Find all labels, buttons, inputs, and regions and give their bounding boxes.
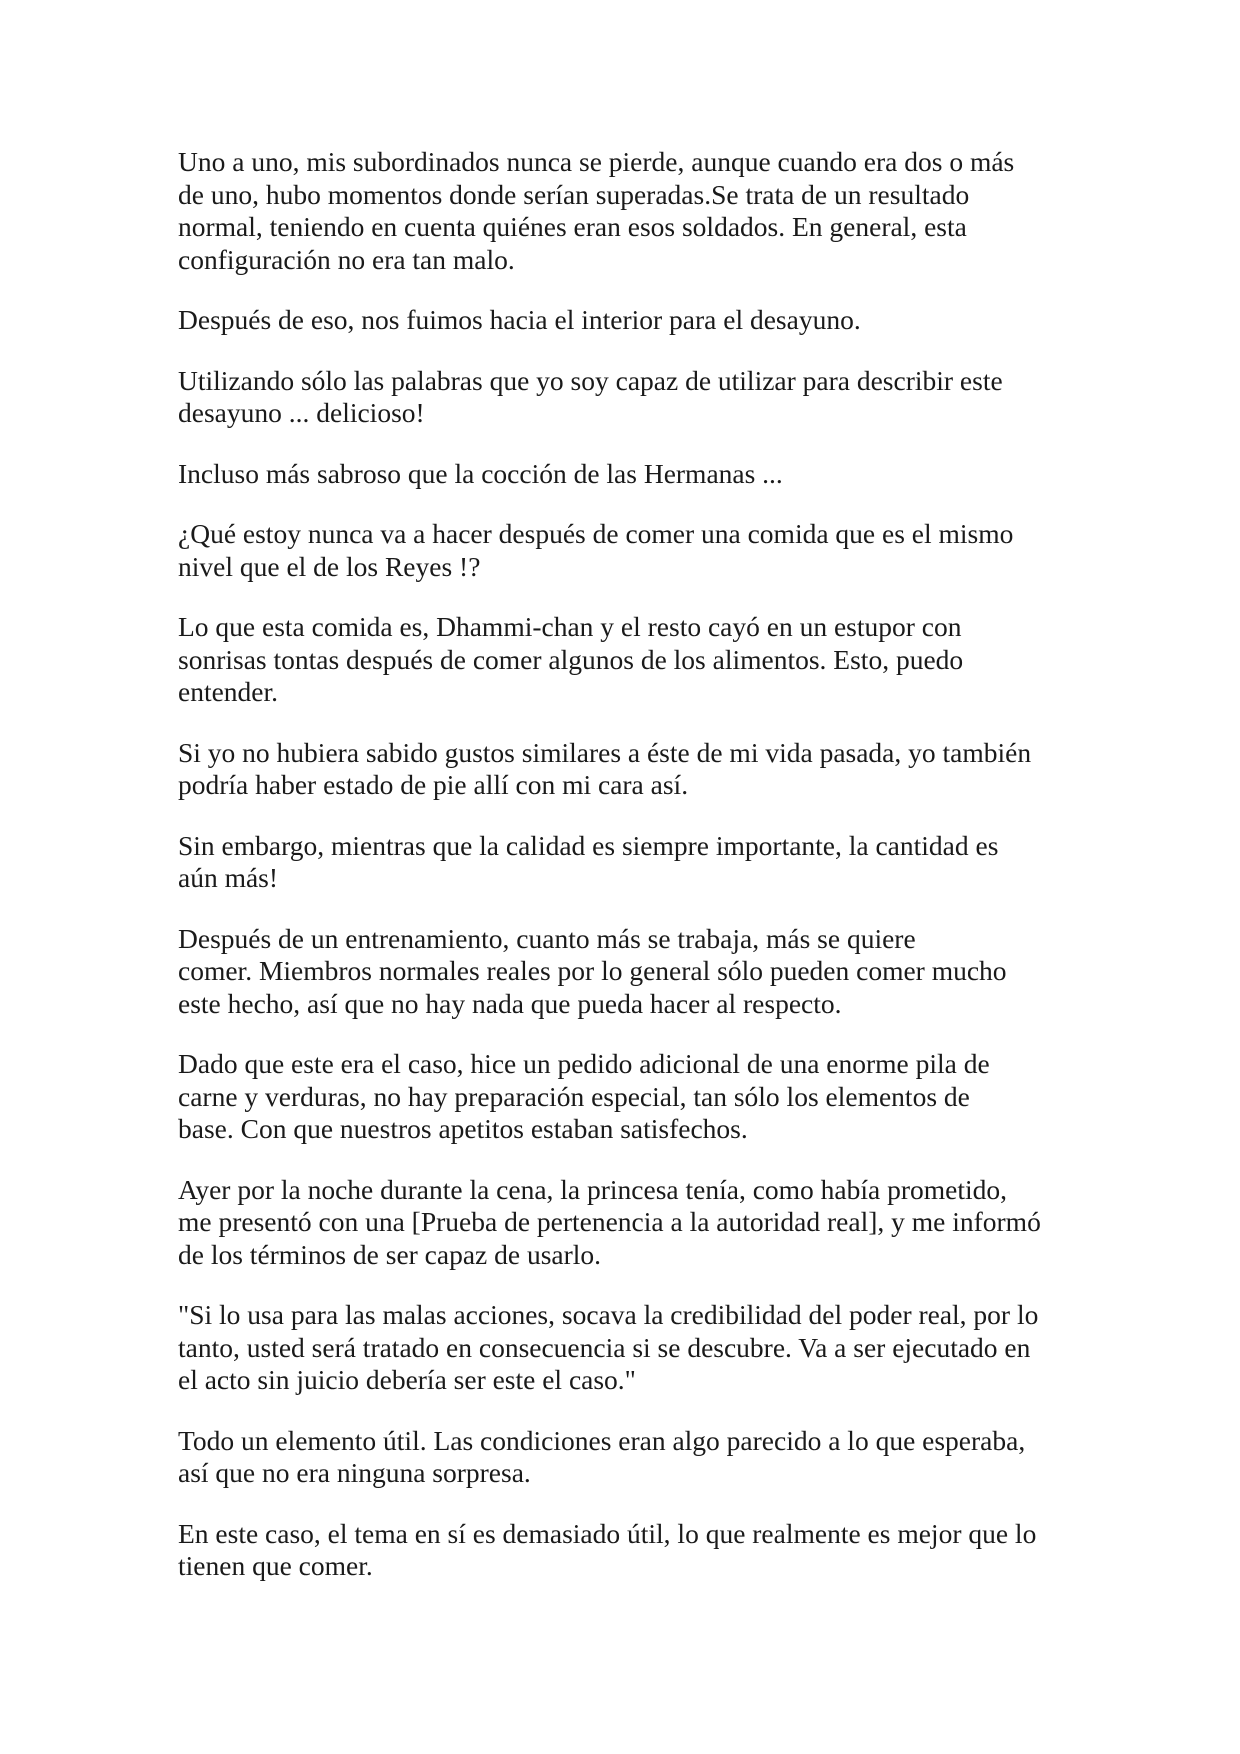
paragraph-10: Dado que este era el caso, hice un pedido adicional de una enorme pila de carne y verduras, no hay preparación especial, tan sólo los elementos de base. Con que nuestros apetitos estaban satisfechos. [178, 1048, 990, 1144]
paragraph-12: "Si lo usa para las malas acciones, socava la credibilidad del poder real, por lo tanto, usted será tratado en consecuencia si se descubre. Va a ser ejecutado en el acto sin juicio debería ser este el caso." [178, 1299, 1039, 1395]
paragraph-13: Todo un elemento útil. Las condiciones eran algo parecido a lo que esperaba, así que no era ninguna sorpresa. [178, 1424, 1026, 1488]
paragraph-1: Uno a uno, mis subordinados nunca se pierde, aunque cuando era dos o más de uno, hubo momentos donde serían superadas.Se trata de un resultado normal, teniendo en cuenta quiénes eran esos soldados. En general, esta configuración no era tan malo. [178, 146, 1015, 275]
paragraph-6: Lo que esta comida es, Dhammi-chan y el resto cayó en un estupor con sonrisas tontas después de comer algunos de los alimentos. Esto, puedo entender. [178, 611, 964, 707]
body-text [178, 146, 1078, 1583]
paragraph-14: En este caso, el tema en sí es demasiado útil, lo que realmente es mejor que lo tienen que comer. [178, 1517, 1037, 1581]
paragraph-9: Después de un entrenamiento, cuanto más se trabaja, más se quiere comer. Miembros normales reales por lo general sólo pueden comer mucho este hecho, así que no hay nada que pueda hacer al respecto. [178, 922, 1007, 1019]
paragraph-4: Incluso más sabroso que la cocción de las Hermanas ... [178, 457, 783, 489]
paragraph-7: Si yo no hubiera sabido gustos similares a éste de mi vida pasada, yo también podría haber estado de pie allí con mi cara así. [178, 736, 1032, 800]
paragraph-3: Utilizando sólo las palabras que yo soy capaz de utilizar para describir este desayuno ... delicioso! [178, 364, 1003, 428]
paragraph-5: ¿Qué estoy nunca va a hacer después de comer una comida que es el mismo nivel que el de los Reyes !? [178, 518, 1014, 582]
paragraph-8: Sin embargo, mientras que la calidad es siempre importante, la cantidad es aún más! [178, 829, 999, 893]
paragraph-2: Después de eso, nos fuimos hacia el interior para el desayuno. [178, 304, 861, 335]
paragraph-11: Ayer por la noche durante la cena, la princesa tenía, como había prometido, me presentó con una [Prueba de pertenencia a la autoridad real], y me informó de los términos de ser capaz de usarlo. [178, 1173, 1041, 1270]
